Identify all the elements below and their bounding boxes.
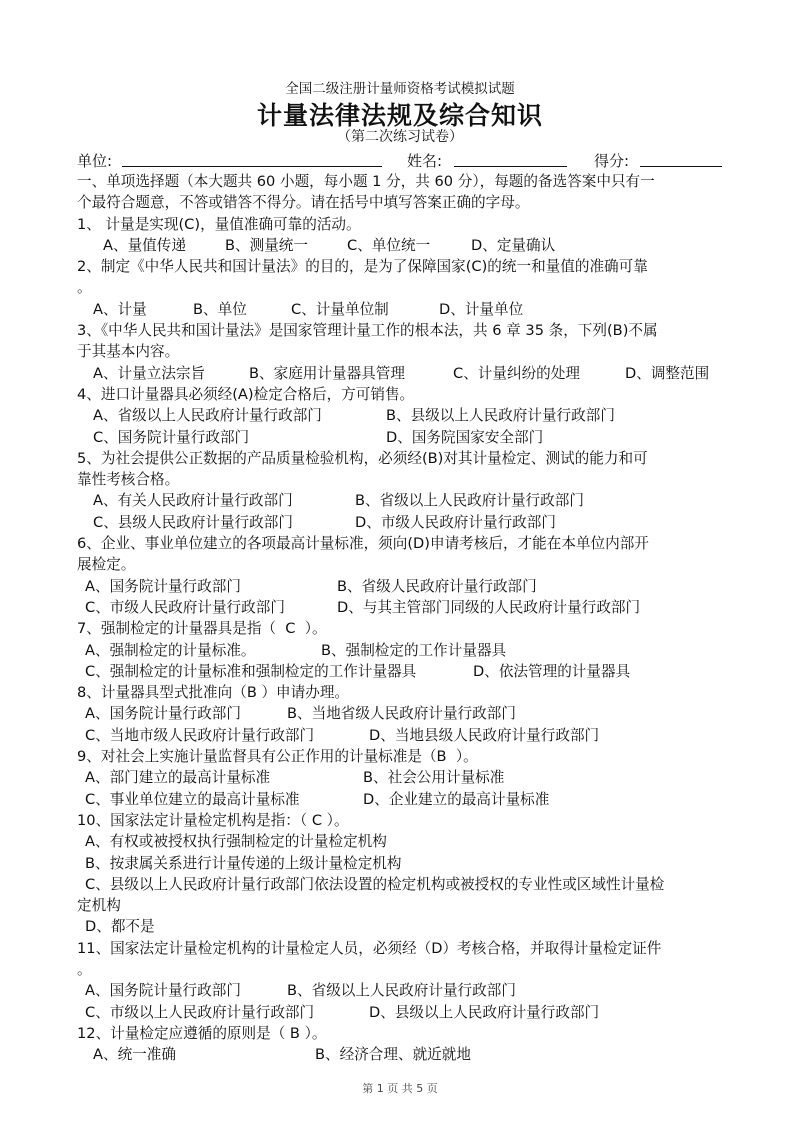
option-c: C、市级人民政府计量行政部门 xyxy=(85,598,285,616)
option-b: B、省级以上人民政府计量行政部门 xyxy=(355,492,584,510)
question-stem: 5、为社会提供公正数据的产品质量检验机构，必须经(B)对其计量检定、测试的能力和可 xyxy=(77,449,648,467)
question-stem-cont: 。 xyxy=(77,279,92,297)
option-row xyxy=(77,363,727,384)
option-b: B、当地省级人民政府计量行政部门 xyxy=(287,705,516,723)
question-stem: 1、 计量是实现(C)，量值准确可靠的活动。 xyxy=(77,215,361,233)
question-stem: 9、对社会上实施计量监督具有公正作用的计量标准是（B ）。 xyxy=(77,748,478,766)
question-stem: 10、国家法定计量检定机构是指：（ C ）。 xyxy=(77,811,349,829)
option-b: B、县级以上人民政府计量行政部门 xyxy=(386,407,615,425)
option-a: A、有权或被授权执行强制检定的计量检定机构 xyxy=(85,833,387,851)
option-a: A、国务院计量行政部门 xyxy=(85,705,241,723)
option-b: B、家庭用计量器具管理 xyxy=(249,364,405,382)
section-intro-line2: 个最符合题意，不答或错答不得分。请在括号中填写答案正确的字母。 xyxy=(77,194,530,212)
option-b: B、省级人民政府计量行政部门 xyxy=(337,577,537,595)
option-b: B、经济合理、就近就地 xyxy=(315,1046,471,1064)
option-c: C、强制检定的计量标准和强制检定的工作计量器具 xyxy=(85,662,417,680)
option-row xyxy=(77,490,727,511)
option-b: B、测量统一 xyxy=(225,236,308,254)
option-a: A、计量立法宗旨 xyxy=(93,364,206,382)
option-row xyxy=(77,512,727,533)
option-a: A、国务院计量行政部门 xyxy=(85,577,241,595)
option-row xyxy=(77,299,727,320)
option-d: D、调整范围 xyxy=(625,364,710,382)
option-row xyxy=(77,235,727,256)
option-c: C、当地市级人民政府计量行政部门 xyxy=(85,726,315,744)
option-b: B、社会公用计量标准 xyxy=(363,769,505,787)
option-d: D、当地县级人民政府计量行政部门 xyxy=(369,726,600,744)
score-label: 得分: xyxy=(594,152,630,170)
option-row xyxy=(77,576,727,597)
option-d: D、县级以上人民政府计量行政部门 xyxy=(369,1003,600,1021)
question-stem-cont: 。 xyxy=(77,960,92,978)
option-a: A、统一准确 xyxy=(93,1046,176,1064)
option-row xyxy=(77,1044,727,1065)
option-row xyxy=(77,597,727,618)
option-b: B、强制检定的工作计量器具 xyxy=(321,641,507,659)
option-row xyxy=(77,980,727,1001)
option-a: A、国务院计量行政部门 xyxy=(85,982,241,1000)
option-a: A、量值传递 xyxy=(103,236,186,254)
option-c-cont: 定机构 xyxy=(77,897,121,915)
option-c: C、市级以上人民政府计量行政部门 xyxy=(85,1003,315,1021)
option-b: B、按隶属关系进行计量传递的上级计量检定机构 xyxy=(85,854,402,872)
option-a: A、部门建立的最高计量标准 xyxy=(85,769,271,787)
option-b: B、单位 xyxy=(193,300,247,318)
option-d: D、定量确认 xyxy=(471,236,556,254)
option-c: C、计量单位制 xyxy=(291,300,389,318)
question-stem: 7、强制检定的计量器具是指（ C ）。 xyxy=(77,620,327,638)
option-d: D、与其主管部门同级的人民政府计量行政部门 xyxy=(337,598,641,616)
option-d: D、国务院国家安全部门 xyxy=(386,428,544,446)
option-c: C、县级人民政府计量行政部门 xyxy=(93,513,293,531)
exam-subtitle: 全国二级注册计量师资格考试模拟试题 xyxy=(285,81,515,97)
question-stem: 4、进口计量器具必须经(A)检定合格后，方可销售。 xyxy=(77,385,415,403)
option-d: D、市级人民政府计量行政部门 xyxy=(355,513,556,531)
option-d: D、企业建立的最高计量标准 xyxy=(363,790,550,808)
question-stem-cont: 靠性考核合格。 xyxy=(77,471,180,489)
option-c: C、国务院计量行政部门 xyxy=(93,428,250,446)
option-d: D、依法管理的计量器具 xyxy=(473,662,631,680)
question-list xyxy=(77,171,727,1065)
option-row xyxy=(77,427,727,448)
option-row xyxy=(77,405,727,426)
question-stem: 3、《中华人民共和国计量法》是国家管理计量工作的根本法，共 6 章 35 条，下列(B)不属 xyxy=(77,322,658,340)
paper-label: （第二次练习试卷） xyxy=(337,129,463,145)
option-row xyxy=(77,703,727,724)
option-row xyxy=(77,640,727,661)
name-label: 姓名: xyxy=(407,152,443,170)
question-stem: 8、计量器具型式批准向（B ）申请办理。 xyxy=(77,684,350,702)
option-row xyxy=(77,725,727,746)
question-stem: 11、国家法定计量检定机构的计量检定人员，必须经（D）考核合格，并取得计量检定证件 xyxy=(77,939,662,957)
option-a: A、省级以上人民政府计量行政部门 xyxy=(93,407,322,425)
option-b: B、省级以上人民政府计量行政部门 xyxy=(287,982,516,1000)
option-c: C、单位统一 xyxy=(347,236,431,254)
option-d: D、都不是 xyxy=(85,918,155,936)
exam-title: 计量法律法规及综合知识 xyxy=(256,101,543,130)
option-c: C、县级以上人民政府计量行政部门依法设置的检定机构或被授权的专业性或区域性计量检 xyxy=(85,875,665,893)
option-a: A、计量 xyxy=(93,300,147,318)
option-a: A、有关人民政府计量行政部门 xyxy=(93,492,293,510)
option-c: C、计量纠纷的处理 xyxy=(453,364,580,382)
unit-label: 单位: xyxy=(77,152,113,170)
page-number: 第 1 页 共 5 页 xyxy=(362,1082,438,1095)
option-d: D、计量单位 xyxy=(439,300,524,318)
section-intro-line1: 一、单项选择题（本大题共 60 小题，每小题 1 分，共 60 分），每题的备选答案中只有一 xyxy=(77,173,655,190)
option-row xyxy=(77,789,727,810)
option-row xyxy=(77,1002,727,1023)
question-stem: 2、制定《中华人民共和国计量法》的目的，是为了保障国家(C)的统一和量值的准确可靠 xyxy=(77,258,648,276)
student-info xyxy=(77,150,727,172)
unit-field[interactable] xyxy=(122,166,382,167)
option-row xyxy=(77,767,727,788)
option-a: A、强制检定的计量标准。 xyxy=(85,641,256,659)
option-c: C、事业单位建立的最高计量标准 xyxy=(85,790,300,808)
question-stem: 12、计量检定应遵循的原则是（ B ）。 xyxy=(77,1024,327,1042)
name-field[interactable] xyxy=(454,166,567,167)
question-stem: 6、企业、事业单位建立的各项最高计量标准，须向(D)申请考核后，才能在本单位内部开 xyxy=(77,535,649,553)
score-field[interactable] xyxy=(640,166,722,167)
question-stem-cont: 于其基本内容。 xyxy=(77,343,180,361)
question-stem-cont: 展检定。 xyxy=(77,556,136,574)
option-row xyxy=(77,661,727,682)
